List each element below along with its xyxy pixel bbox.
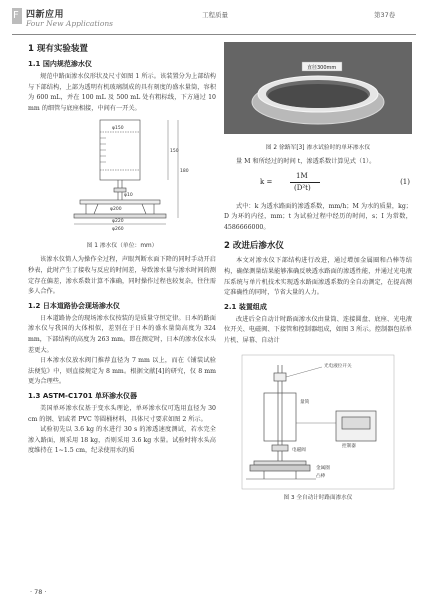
- formula-denominator: (D²t): [294, 183, 311, 192]
- dim-label: 180: [180, 169, 189, 175]
- volume-number: 第37卷: [374, 11, 396, 19]
- switch-shape: [114, 188, 126, 192]
- page-header: [0, 0, 427, 34]
- paragraph-8: 式中：k 为透水路面的渗透系数，mm/h；M 为水的质量，kg；D 为环的内径，mm；t 为试验过程中经历的时间，s；I 为常数，4586666000。: [224, 202, 412, 231]
- page-number: · 78 ·: [30, 588, 47, 596]
- left-column: [28, 42, 216, 457]
- label-photoelectric-switch: 光电液位开关: [324, 363, 352, 369]
- diameter-label: 直径300mm: [307, 65, 337, 71]
- paragraph-10: 改进后全自动计时路面渗水仪由量筒、连接圆盘、底座、光电液位开关、电磁阀、下接管和控制器组成，如图 3 所示。控制器包括单片机、屏幕、自动计: [224, 315, 412, 344]
- journal-name: 工程质量: [202, 11, 228, 19]
- figure-3: [224, 353, 412, 507]
- figure-2-photo: [224, 42, 412, 134]
- figure-1-drawing: [28, 114, 216, 232]
- paragraph-9: 本文对渗水仪下部结构进行改进，通过增加金属圈和凸棒等结构，确保测量结果能够准确反映透水路面的渗透性能，并通过光电液压系统与单片机技术实现透水路面渗透系数的全自动测定，在提高测定准确性的同时，节省大量的人力。: [224, 257, 412, 297]
- dim-label: 150: [170, 149, 179, 155]
- fraction-bar: [290, 182, 320, 183]
- heading-2-1: 2.1 装置组成: [224, 302, 267, 311]
- header-rule: [12, 34, 416, 35]
- paragraph-7: 量 M 和所经过的时间 t，渗透系数计算见式（1）。: [236, 158, 376, 165]
- figure-2: [224, 42, 412, 151]
- heading-1-2: 1.2 日本道路协会现场渗水仪: [28, 301, 120, 310]
- figure-3-drawing: [224, 353, 412, 503]
- base-plate-shape: [80, 200, 160, 204]
- section-subtitle: Four New Applications: [26, 19, 114, 28]
- label-controller: 控制器: [342, 443, 356, 449]
- formula-lhs: k =: [260, 177, 273, 186]
- right-column: [224, 42, 412, 507]
- section-title: 四新应用: [26, 10, 65, 20]
- formula-numerator: 1M: [296, 171, 308, 180]
- metal-ring-shape: [250, 465, 310, 471]
- label-valve: 电磁阀: [292, 447, 306, 453]
- bottom-ring-shape: [74, 214, 166, 218]
- paragraph-3: 日本道路协会的现场渗水仪按装的是质量守恒定律。日本的路面渗水仪与我国的大体相似，差别在于日本的盛水量筒高度为 324 mm，下部结构的高度为 263 mm。即在测定时，日本的渗水仪水头差更大。: [28, 314, 216, 354]
- dim-label: φ220: [112, 219, 124, 225]
- label-cylinder: 量筒: [300, 399, 310, 405]
- formula-1: [224, 170, 412, 196]
- heading-1-1: 1.1 国内规范渗水仪: [28, 60, 92, 68]
- dim-label: φ150: [112, 126, 124, 132]
- heading-2: 2 改进后渗水仪: [224, 241, 284, 252]
- paragraph-4: 日本渗水仪放水阀门推荐直径为 7 mm 以上，而在《铺装试验法便览》中，则直接规定为 8 mm。根据文献[4]的研究，仅 8 mm 更为合理些。: [28, 357, 216, 386]
- figure-1: [28, 114, 216, 249]
- label-metal-ring: 金属圈: [316, 465, 330, 471]
- dim-label: φ200: [110, 207, 122, 213]
- dim-label: φ260: [112, 227, 124, 233]
- label-rod: 凸棒: [316, 473, 326, 479]
- figure-2-caption: 图 2 徐路军[3] 渗水试验时的单环渗水仪: [265, 145, 371, 151]
- heading-1: 1 现有实验装置: [28, 44, 88, 54]
- heading-1-3: 1.3 ASTM-C1701 单环渗水仪器: [28, 391, 137, 400]
- paragraph-2: 该渗水仪简人为操作全过程，声眼判断水面下降的同时手动开启秒表，此时产生了接收与反应的时间差，导致渗水量与渗水时间的测定存在偏差，渗水系数计算不准确，同时操作过程也较复杂，往往需多人合作。: [28, 256, 216, 296]
- paragraph-1: 规范中路面渗水仪形状及尺寸如图 1 所示。该装置分为上部结构与下部结构，上部为透明有机玻璃制成的具有刻度的盛水量筒，容积为 600 mL，并在 100 mL 及 500 mL 处有粗标线，下方通过 10 mm 的细管与底座相接，中间有一开关。: [28, 73, 216, 112]
- figure-1-caption: 图 1 渗水仪（单位：mm）: [86, 243, 158, 250]
- dim-label: φ10: [124, 193, 133, 199]
- paragraph-6: 试验初先以 3.6 kg 的水进行 30 s 的渗透速度测试，若水完全渗入路面，则采用 18 kg，否则采用 3.6 kg 水量。试验时将水头高度维持在 1~1.5 cm，纪录使用水的质: [28, 426, 216, 455]
- paragraph-5: 美国单环渗水仪基于变水头理论，单环渗水仪可选用直径为 30 cm 的钢、铝或者 PVC 等圆桶材料，具体尺寸要求如图 2 所示。: [28, 404, 216, 423]
- equation-number: (1): [400, 177, 410, 186]
- section-logo-letter: F: [13, 10, 19, 21]
- figure-3-caption: 图 3 全自动计时路面渗水仪: [283, 494, 353, 501]
